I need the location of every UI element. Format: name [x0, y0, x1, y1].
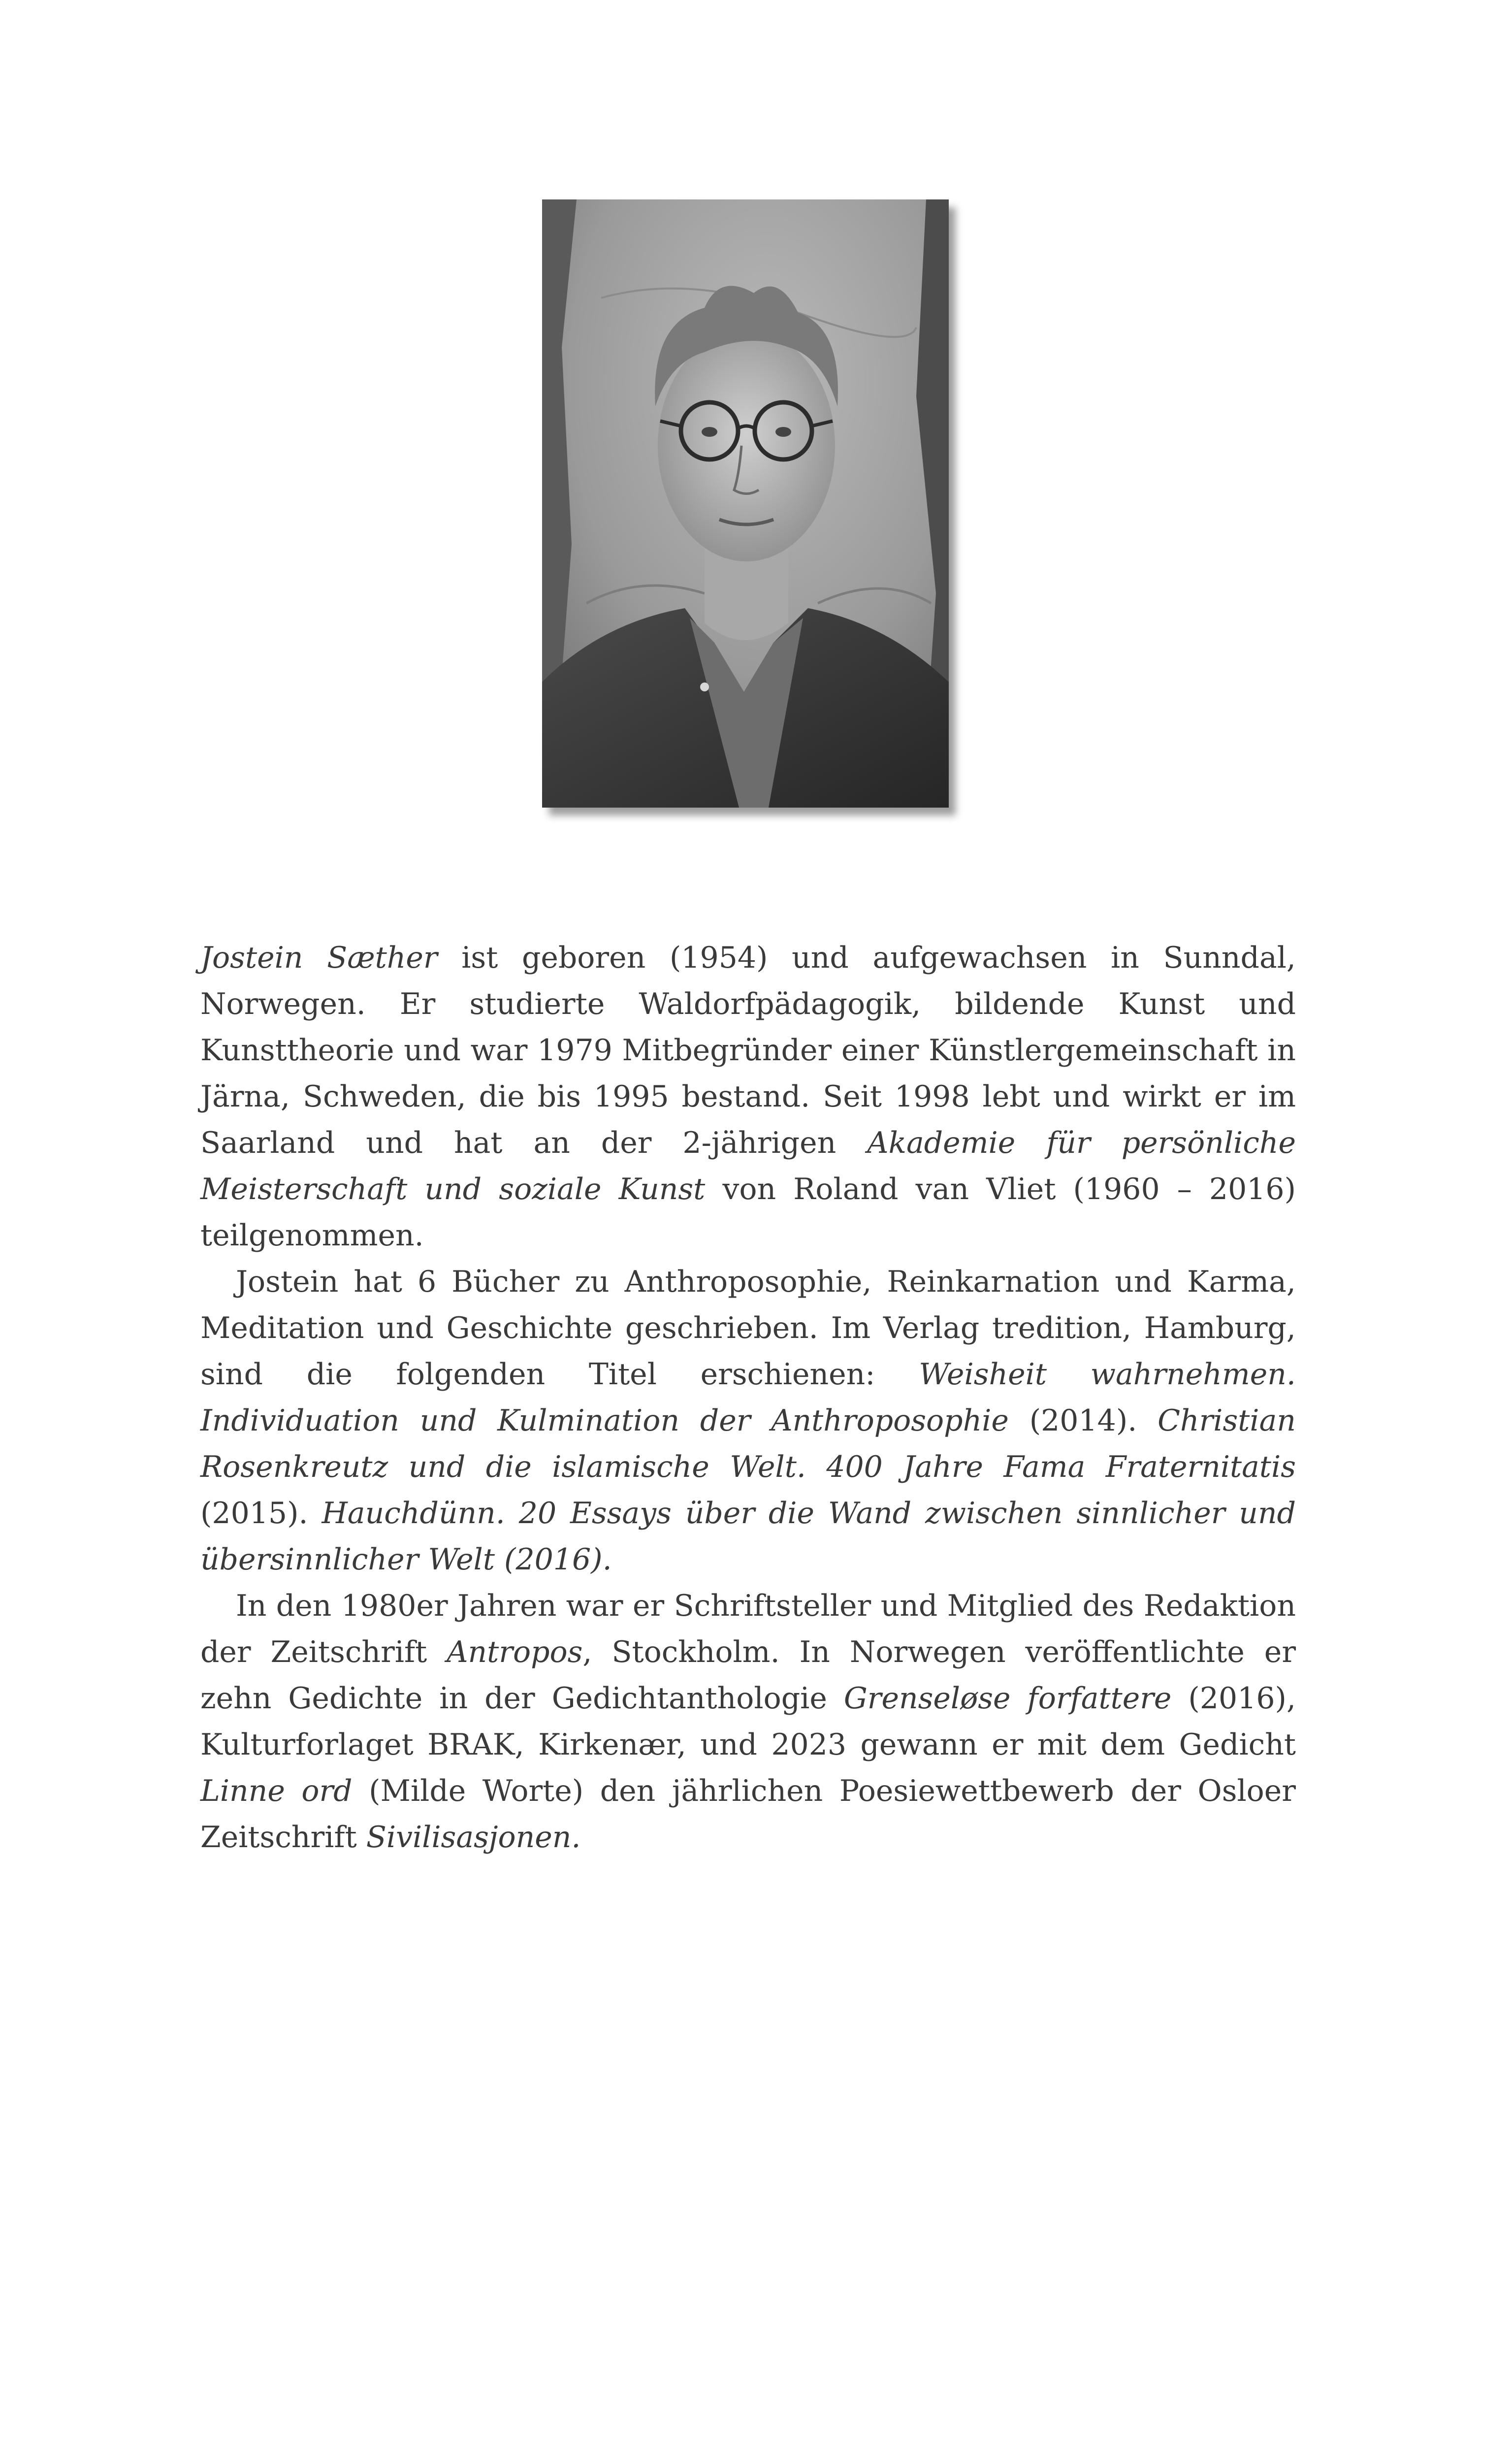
bio-text-segment: (Milde Worte) den jährlichen Poesiewettbewerb der Osloer Zeitschrift — [200, 1774, 1296, 1855]
bio-text-segment: (2016), Kulturforlaget BRAK, Kirkenær, und 2023 gewann er mit dem Gedicht — [200, 1681, 1296, 1762]
bio-text-segment: Jostein hat 6 Bücher zu Anthroposophie, Reinkarnation und Karma, Meditation und Geschichte geschrieben. Im Verlag tredition, Hamburg, sind die folgenden Titel erschienen: — [200, 1265, 1296, 1392]
bio-paragraph-1 — [200, 935, 1296, 1259]
bio-text-segment: Linne ord — [200, 1774, 353, 1808]
bio-text-segment: (2015). — [200, 1496, 322, 1531]
bio-text-segment: Grenseløse forfattere — [843, 1681, 1172, 1716]
bio-text-segment: von Roland van Vliet (1960 – 2016) teilgenommen. — [200, 1172, 1296, 1253]
bio-text-segment: ist geboren (1954) und aufgewachsen in Sunndal, Norwegen. Er studierte Waldorfpädagogik, bildende Kunst und Kunsttheorie und war 1979 Mitbegründer einer Künstlergemeinschaft in Järna, Schweden, die bis 1995 bestand. Seit 1998 lebt und wirkt er im Saarland und hat an der 2-jährigen — [200, 941, 1296, 1160]
author-biography — [200, 935, 1296, 1860]
bio-paragraph-3 — [200, 1583, 1296, 1860]
author-portrait-photo — [542, 199, 949, 808]
bio-text-segment: Hauchdünn. 20 Essays über die Wand zwischen sinnlicher und übersinnlicher Welt (2016). — [200, 1496, 1296, 1577]
bio-text-segment: Weisheit wahrnehmen. Individuation und Kulmination der Anthroposophie — [200, 1357, 1296, 1438]
bio-text-segment: In den 1980er Jahren war er Schriftsteller und Mitglied des Redaktion der Zeitschrift — [200, 1589, 1296, 1669]
bio-text-segment: Sivilisasjonen. — [366, 1820, 581, 1855]
bio-text-segment: Akademie für persönliche Meisterschaft und soziale Kunst — [200, 1126, 1296, 1206]
bio-text-segment: (2014). — [1008, 1403, 1158, 1438]
bio-text-segment: , Stockholm. In Norwegen veröffentlichte er zehn Gedichte in der Gedichtanthologie — [200, 1635, 1296, 1716]
bio-text-segment: Christian Rosenkreutz und die islamische Welt. 400 Jahre Fama Fraternitatis — [200, 1403, 1296, 1484]
portrait-image — [542, 199, 949, 808]
bio-text-segment: Jostein Sæther — [200, 941, 438, 975]
bio-paragraph-2 — [200, 1259, 1296, 1583]
bio-text-segment: Antropos — [447, 1635, 583, 1669]
